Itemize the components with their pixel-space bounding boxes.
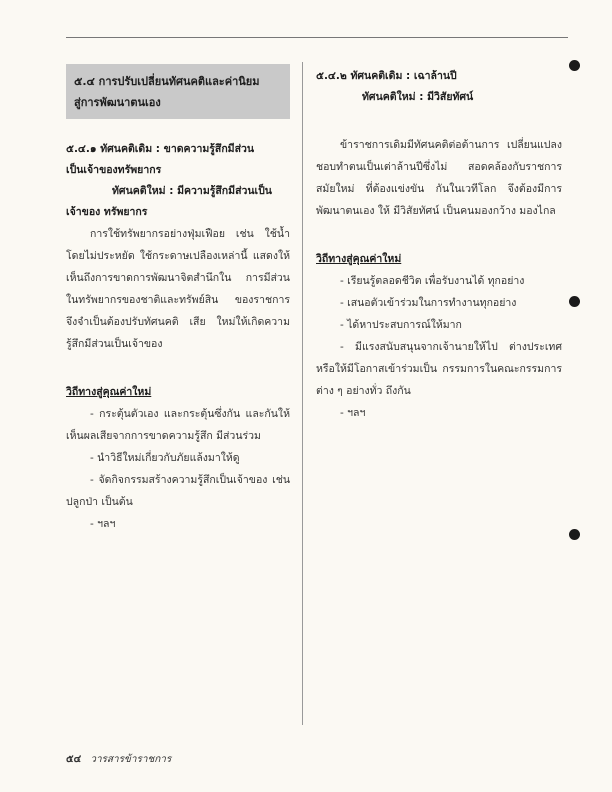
list-item: - นำวิธีใหม่เกี่ยวกับภัยแล้งมาให้ดู [90,452,240,464]
binder-hole [569,529,580,540]
old-attitude-line-1: ๕.๔.๑ ทัศนคติเดิม : ขาดความรู้สึกมีส่วน [66,143,255,155]
approach-heading: วิถีทางสู่คุณค่าใหม่ [66,386,152,398]
body-paragraph: ข้าราชการเดิมมีทัศนคติต่อต้านการ เปลี่ยนแปลง ชอบทำตนเป็นเต่าล้านปีซึ่งไม่ สอดคล้องกับราชการสมัยใหม่ ที่ต้องแข่งขัน กันในเวทีโลก จึงต้องมีการพัฒนาตนเอง ให้ มีวิสัยทัศน์ เป็นคนมองกว้าง มองไกล [316,139,562,217]
list-item: - เรียนรู้ตลอดชีวิต เพื่อรับงานได้ ทุกอย่าง [340,275,525,287]
right-column [316,66,562,424]
new-attitude-line-2: เจ้าของ ทรัพยากร [66,206,148,218]
section-title-line-1: ๕.๔ การปรับเปลี่ยนทัศนคติและค่านิยม [74,75,260,88]
column-divider [302,62,303,725]
section-title-line-2: สู่การพัฒนาตนเอง [74,96,161,109]
list-item: - จัดกิจกรรมสร้างความรู้สึกเป็นเจ้าของ เช่นปลูกป่า เป็นต้น [66,474,290,508]
top-rule [66,37,568,38]
list-item: - ฯลฯ [340,407,366,419]
new-attitude-line: ทัศนคติใหม่ : มีวิสัยทัศน์ [362,91,474,103]
left-column [66,64,290,535]
old-attitude-line: ๕.๔.๒ ทัศนคติเดิม : เฉาล้านปี [316,70,457,82]
list-item: - ได้หาประสบการณ์ให้มาก [340,319,462,331]
binder-hole [569,296,580,307]
new-attitude-line-1: ทัศนคติใหม่ : มีความรู้สึกมีส่วนเป็น [112,185,272,197]
old-attitude-heading [66,139,290,223]
list-item: - มีแรงสนับสนุนจากเจ้านายให้ไป ต่างประเทศ หรือให้มีโอกาสเข้าร่วมเป็น กรรมการในคณะกรรมการต่าง ๆ อย่างทั่ว ถึงกัน [316,341,562,397]
body-paragraph: การใช้ทรัพยากรอย่างฟุ่มเฟือย เช่น ใช้น้ำโดยไม่ประหยัด ใช้กระดาษเปลืองเหล่านี้ แสดงให้เห็นถึงการขาดการพัฒนาจิตสำนึกใน การมีส่วนในทรัพยากรของชาติและทรัพย์สิน ของราชการ จึงจำเป็นต้องปรับทัศนคติ เสีย ใหม่ให้เกิดความรู้สึกมีส่วนเป็นเจ้าของ [66,228,290,350]
approach-heading: วิถีทางสู่คุณค่าใหม่ [316,253,402,265]
journal-name: วารสารข้าราชการ [90,754,172,765]
binder-hole [569,60,580,71]
section-heading-box [66,64,290,119]
old-attitude-line-2: เป็นเจ้าของทรัพยากร [66,164,162,176]
list-item: - กระตุ้นตัวเอง และกระตุ้นซึ่งกัน และกันให้เห็นผลเสียจากการขาดความรู้สึก มีส่วนร่วม [66,408,290,442]
list-item: - ฯลฯ [90,518,116,530]
page-number: ๕๔ [66,754,82,765]
old-attitude-heading-2 [316,66,562,108]
page-footer [66,752,171,767]
list-item: - เสนอตัวเข้าร่วมในการทำงานทุกอย่าง [340,297,517,309]
